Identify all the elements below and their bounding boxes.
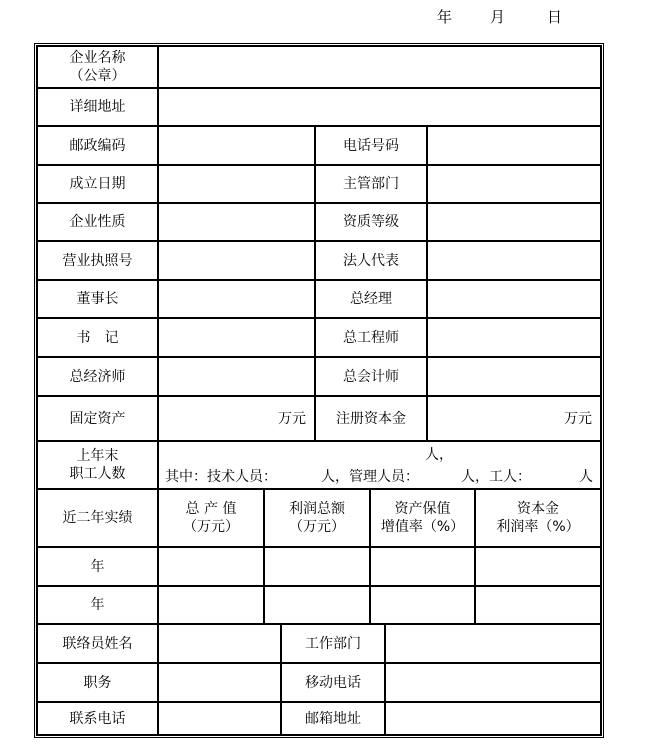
fixed-assets-unit: 万元 — [278, 410, 306, 427]
year-1-capital-rate-field[interactable] — [475, 547, 601, 586]
chairman-field[interactable] — [158, 280, 315, 318]
address-label: 详细地址 — [37, 88, 158, 126]
registered-capital-unit: 万元 — [564, 410, 592, 427]
year-1-label: 年 — [37, 547, 158, 586]
legal-rep-label: 法人代表 — [315, 241, 427, 280]
capital-rate-header: 资本金 利润率（%） — [475, 489, 601, 547]
total-profit-header: 利润总额 （万元） — [264, 489, 370, 547]
phone-label: 电话号码 — [315, 126, 427, 165]
founded-field[interactable] — [158, 165, 315, 203]
contact-phone-field[interactable] — [158, 702, 281, 735]
nature-field[interactable] — [158, 203, 315, 241]
staff-prefix-label: 其中：技术人员： — [165, 469, 277, 485]
staff-mgmt-label: 人，管理人员： — [321, 469, 419, 485]
chief-accountant-field[interactable] — [427, 357, 601, 396]
year-1-output-field[interactable] — [158, 547, 264, 586]
date-year-label: 年 — [437, 8, 453, 26]
secretary-label: 书 记 — [37, 318, 158, 357]
registered-capital-label: 注册资本金 — [315, 396, 427, 441]
postal-code-field[interactable] — [158, 126, 315, 165]
employees-label: 上年末 职工人数 — [37, 441, 158, 489]
work-dept-label: 工作部门 — [281, 624, 385, 663]
contact-phone-label: 联系电话 — [37, 702, 158, 735]
staff-worker-label: 人，工人： — [461, 469, 531, 485]
total-person-unit: 人， — [425, 447, 453, 463]
chief-economist-label: 总经济师 — [37, 357, 158, 396]
chief-economist-field[interactable] — [158, 357, 315, 396]
date-month-label: 月 — [490, 8, 506, 26]
position-field[interactable] — [158, 663, 281, 702]
address-field[interactable] — [158, 88, 601, 126]
mail-address-field[interactable] — [385, 702, 601, 735]
qualification-label: 资质等级 — [315, 203, 427, 241]
position-label: 职务 — [37, 663, 158, 702]
company-name-field[interactable] — [158, 46, 601, 88]
nature-label: 企业性质 — [37, 203, 158, 241]
year-2-output-field[interactable] — [158, 586, 264, 624]
license-field[interactable] — [158, 241, 315, 280]
phone-field[interactable] — [427, 126, 601, 165]
postal-code-label: 邮政编码 — [37, 126, 158, 165]
chairman-label: 董事长 — [37, 280, 158, 318]
year-1-asset-rate-field[interactable] — [370, 547, 475, 586]
founded-label: 成立日期 — [37, 165, 158, 203]
legal-rep-field[interactable] — [427, 241, 601, 280]
chief-engineer-label: 总工程师 — [315, 318, 427, 357]
employees-field[interactable] — [158, 441, 601, 489]
qualification-field[interactable] — [427, 203, 601, 241]
department-field[interactable] — [427, 165, 601, 203]
gm-field[interactable] — [427, 280, 601, 318]
fixed-assets-label: 固定资产 — [37, 396, 158, 441]
chief-engineer-field[interactable] — [427, 318, 601, 357]
year-2-profit-field[interactable] — [264, 586, 370, 624]
year-2-asset-rate-field[interactable] — [370, 586, 475, 624]
gm-label: 总经理 — [315, 280, 427, 318]
performance-label: 近二年实绩 — [37, 489, 158, 547]
staff-end-label: 人 — [579, 469, 593, 485]
year-2-label: 年 — [37, 586, 158, 624]
work-dept-field[interactable] — [385, 624, 601, 663]
registered-capital-field[interactable] — [427, 396, 601, 441]
secretary-field[interactable] — [158, 318, 315, 357]
registration-form-table — [34, 43, 604, 738]
mobile-label: 移动电话 — [281, 663, 385, 702]
department-label: 主管部门 — [315, 165, 427, 203]
asset-rate-header: 资产保值 增值率（%） — [370, 489, 475, 547]
mail-address-label: 邮箱地址 — [281, 702, 385, 735]
output-value-header: 总 产 值 （万元） — [158, 489, 264, 547]
chief-accountant-label: 总会计师 — [315, 357, 427, 396]
contact-name-field[interactable] — [158, 624, 281, 663]
mobile-field[interactable] — [385, 663, 601, 702]
year-2-capital-rate-field[interactable] — [475, 586, 601, 624]
company-name-label: 企业名称 （公章） — [37, 46, 158, 88]
year-1-profit-field[interactable] — [264, 547, 370, 586]
date-line — [0, 6, 668, 28]
fixed-assets-field[interactable] — [158, 396, 315, 441]
license-label: 营业执照号 — [37, 241, 158, 280]
contact-name-label: 联络员姓名 — [37, 624, 158, 663]
date-day-label: 日 — [547, 8, 563, 26]
